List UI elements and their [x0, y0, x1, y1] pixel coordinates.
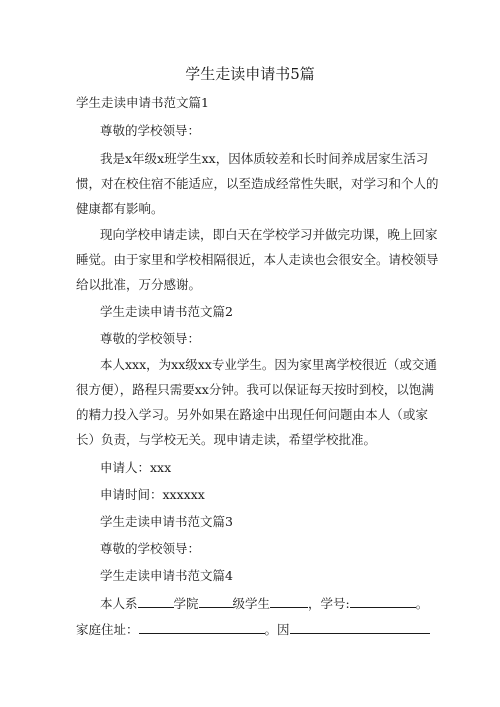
section-heading-4: 学生走读申请书范文篇4 — [100, 568, 233, 583]
salutation-2: 尊敬的学校领导： — [100, 331, 201, 346]
form-text-benrenxi: 本人系 — [100, 596, 138, 611]
form-text-yin: 。因 — [264, 622, 290, 637]
page-title: 学生走读申请书5篇 — [185, 65, 315, 83]
section-heading-2: 学生走读申请书范文篇2 — [100, 304, 233, 319]
form-text-xueyuan: 学院 — [173, 596, 199, 611]
paragraph-3-line-3: 的精力投入学习。另外如果在路途中出现任何问题由本人（或家 — [76, 407, 428, 422]
blank-field-student-id[interactable] — [350, 594, 416, 608]
form-text-xuehao: ，学号: — [308, 596, 350, 611]
form-line-2 — [76, 620, 428, 639]
blank-field-grade[interactable] — [199, 594, 233, 608]
paragraph-1-line-2: 惯，对在校住宿不能适应，以至造成经常性失眠，对学习和个人的 — [76, 176, 439, 191]
form-text-jixuesheng: 级学生 — [232, 596, 271, 611]
blank-field-student-name[interactable] — [270, 594, 308, 608]
form-text-period: 。 — [415, 596, 429, 611]
paragraph-2-line-1: 现向学校申请走读，即白天在学校学习并做完功课，晚上回家 — [100, 227, 438, 242]
paragraph-3-line-2: 很方便），路程只需要xx分钟。我可以保证每天按时到校，以饱满 — [76, 382, 434, 397]
form-line-1 — [100, 594, 428, 613]
section-heading-1: 学生走读申请书范文篇1 — [76, 95, 209, 110]
paragraph-3-line-4: 长）负责，与学校无关。现申请走读，希望学校批准。 — [76, 432, 377, 447]
applicant-line: 申请人：xxx — [100, 460, 172, 475]
paragraph-1-line-3: 健康都有影响。 — [76, 201, 164, 216]
blank-field-address[interactable] — [139, 620, 265, 634]
salutation-3: 尊敬的学校领导： — [100, 541, 201, 556]
section-heading-3: 学生走读申请书范文篇3 — [100, 514, 233, 529]
blank-field-reason[interactable] — [290, 620, 430, 634]
paragraph-1-line-1: 我是x年级x班学生xx，因体质较差和长时间养成居家生活习 — [100, 151, 429, 166]
paragraph-2-line-2: 睡觉。由于家里和学校相隔很近，本人走读也会很安全。请校领导 — [76, 252, 439, 267]
blank-field-college[interactable] — [138, 594, 174, 608]
paragraph-3-line-1: 本人xxx，为xx级xx专业学生。因为家里离学校很近（或交通 — [100, 357, 437, 372]
apply-time-line: 申请时间：xxxxxx — [100, 487, 205, 502]
paragraph-2-line-3: 给以批准，万分感谢。 — [76, 277, 202, 292]
form-text-address-label: 家庭住址： — [76, 622, 139, 637]
salutation-1: 尊敬的学校领导： — [100, 123, 201, 138]
